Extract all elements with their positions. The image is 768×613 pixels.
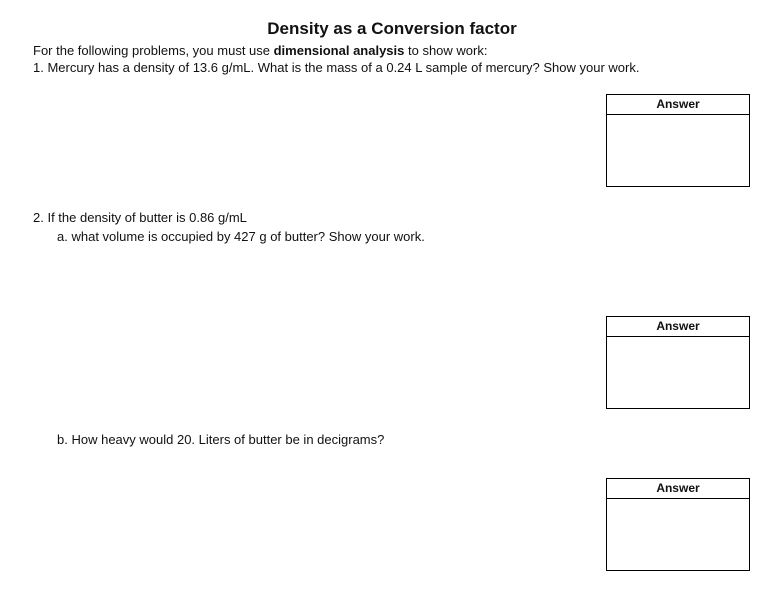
question-1-number: 1. xyxy=(33,60,44,75)
instructions-tail: to show work: xyxy=(404,43,488,58)
answer-box-1-field[interactable] xyxy=(607,115,749,187)
question-2a xyxy=(57,229,425,244)
question-2a-label: a. xyxy=(57,229,68,244)
question-2b xyxy=(57,432,384,447)
question-1-text: Mercury has a density of 13.6 g/mL. What is the mass of a 0.24 L sample of mercury? Show your work. xyxy=(47,60,640,75)
question-2a-text: what volume is occupied by 427 g of butter? Show your work. xyxy=(71,229,425,244)
answer-box-3[interactable] xyxy=(606,478,750,571)
instructions xyxy=(33,43,487,58)
answer-box-3-field[interactable] xyxy=(607,499,749,571)
question-2-text: If the density of butter is 0.86 g/mL xyxy=(47,210,247,225)
question-2-number: 2. xyxy=(33,210,44,225)
question-2b-label: b. xyxy=(57,432,68,447)
answer-box-2-field[interactable] xyxy=(607,337,749,409)
answer-box-1-label: Answer xyxy=(607,95,749,115)
answer-box-3-label: Answer xyxy=(607,479,749,499)
question-2b-text: How heavy would 20. Liters of butter be in decigrams? xyxy=(71,432,385,447)
instructions-emphasis: dimensional analysis xyxy=(273,43,405,58)
answer-box-2-label: Answer xyxy=(607,317,749,337)
instructions-lead: For the following problems, you must use xyxy=(33,43,274,58)
question-2 xyxy=(33,210,247,225)
answer-box-1[interactable] xyxy=(606,94,750,187)
question-1 xyxy=(33,60,639,75)
page-title: Density as a Conversion factor xyxy=(267,19,517,38)
answer-box-2[interactable] xyxy=(606,316,750,409)
